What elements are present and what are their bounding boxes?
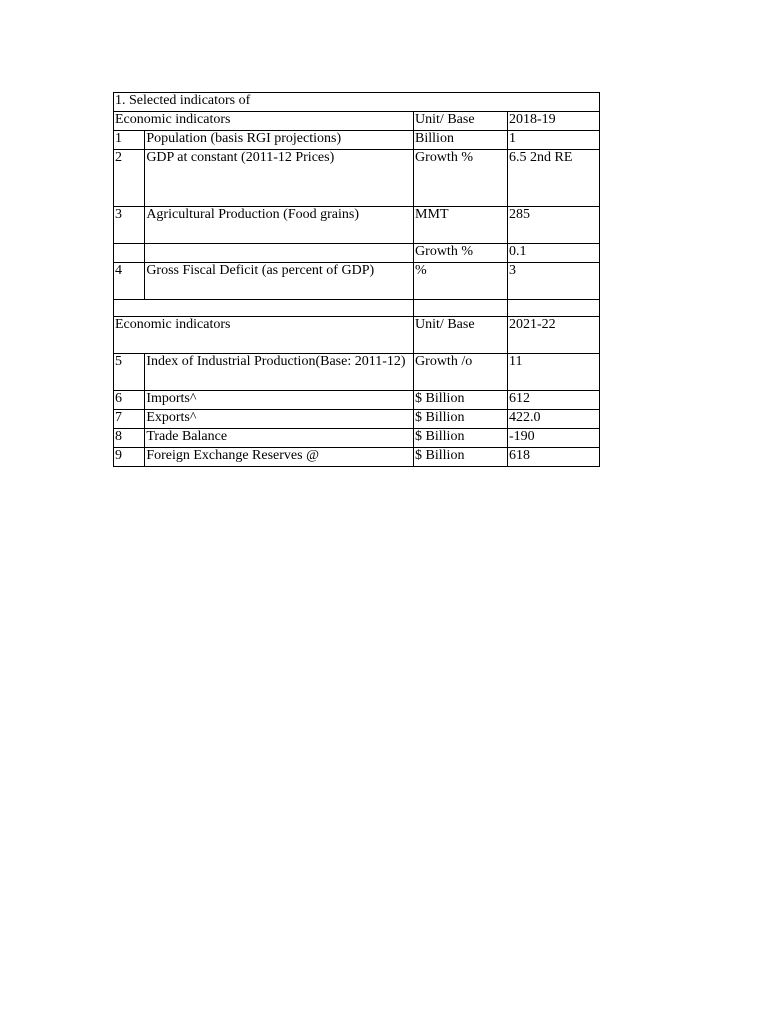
section1-header-indicator: Economic indicators (114, 112, 414, 131)
row-number (114, 244, 145, 263)
section1-header-unit: Unit/ Base (414, 112, 508, 131)
indicators-table (113, 92, 600, 467)
row-indicator: Agricultural Production (Food grains) (145, 207, 414, 244)
row-value: -190 (508, 429, 600, 448)
row-unit: $ Billion (414, 410, 508, 429)
row-number: 2 (114, 150, 145, 207)
table-row (114, 263, 600, 300)
row-number: 1 (114, 131, 145, 150)
row-unit: Growth % (414, 150, 508, 207)
table-row (114, 207, 600, 244)
row-value: 1 (508, 131, 600, 150)
row-value: 0.1 (508, 244, 600, 263)
row-unit: Billion (414, 131, 508, 150)
table-title: 1. Selected indicators of (114, 93, 600, 112)
section2-header-row (114, 317, 600, 354)
row-indicator: Population (basis RGI projections) (145, 131, 414, 150)
table-row (114, 429, 600, 448)
row-number: 8 (114, 429, 145, 448)
section1-header-period: 2018-19 (508, 112, 600, 131)
row-indicator: Gross Fiscal Deficit (as percent of GDP) (145, 263, 414, 300)
row-unit: % (414, 263, 508, 300)
row-indicator: Imports^ (145, 391, 414, 410)
spacer-cell (414, 300, 508, 317)
table-row (114, 150, 600, 207)
row-indicator: Index of Industrial Production(Base: 2011-12) (145, 354, 414, 391)
section2-header-unit: Unit/ Base (414, 317, 508, 354)
row-number: 7 (114, 410, 145, 429)
row-number: 4 (114, 263, 145, 300)
row-value: 422.0 (508, 410, 600, 429)
table-title-row (114, 93, 600, 112)
section2-header-period: 2021-22 (508, 317, 600, 354)
row-number: 5 (114, 354, 145, 391)
table-row (114, 448, 600, 467)
row-value: 6.5 2nd RE (508, 150, 600, 207)
row-value: 285 (508, 207, 600, 244)
row-value: 11 (508, 354, 600, 391)
row-unit: Growth % (414, 244, 508, 263)
row-unit: $ Billion (414, 429, 508, 448)
row-number: 3 (114, 207, 145, 244)
row-number: 6 (114, 391, 145, 410)
spacer-cell (508, 300, 600, 317)
row-indicator: GDP at constant (2011-12 Prices) (145, 150, 414, 207)
table-row (114, 244, 600, 263)
section2-header-indicator: Economic indicators (114, 317, 414, 354)
row-value: 618 (508, 448, 600, 467)
spacer-row (114, 300, 600, 317)
row-value: 3 (508, 263, 600, 300)
spacer-cell (114, 300, 414, 317)
row-indicator: Foreign Exchange Reserves @ (145, 448, 414, 467)
row-indicator (145, 244, 414, 263)
table-row (114, 354, 600, 391)
row-unit: MMT (414, 207, 508, 244)
row-unit: Growth /o (414, 354, 508, 391)
row-number: 9 (114, 448, 145, 467)
row-unit: $ Billion (414, 391, 508, 410)
row-value: 612 (508, 391, 600, 410)
table-row (114, 131, 600, 150)
row-indicator: Trade Balance (145, 429, 414, 448)
row-unit: $ Billion (414, 448, 508, 467)
section1-header-row (114, 112, 600, 131)
table-row (114, 410, 600, 429)
table-row (114, 391, 600, 410)
row-indicator: Exports^ (145, 410, 414, 429)
